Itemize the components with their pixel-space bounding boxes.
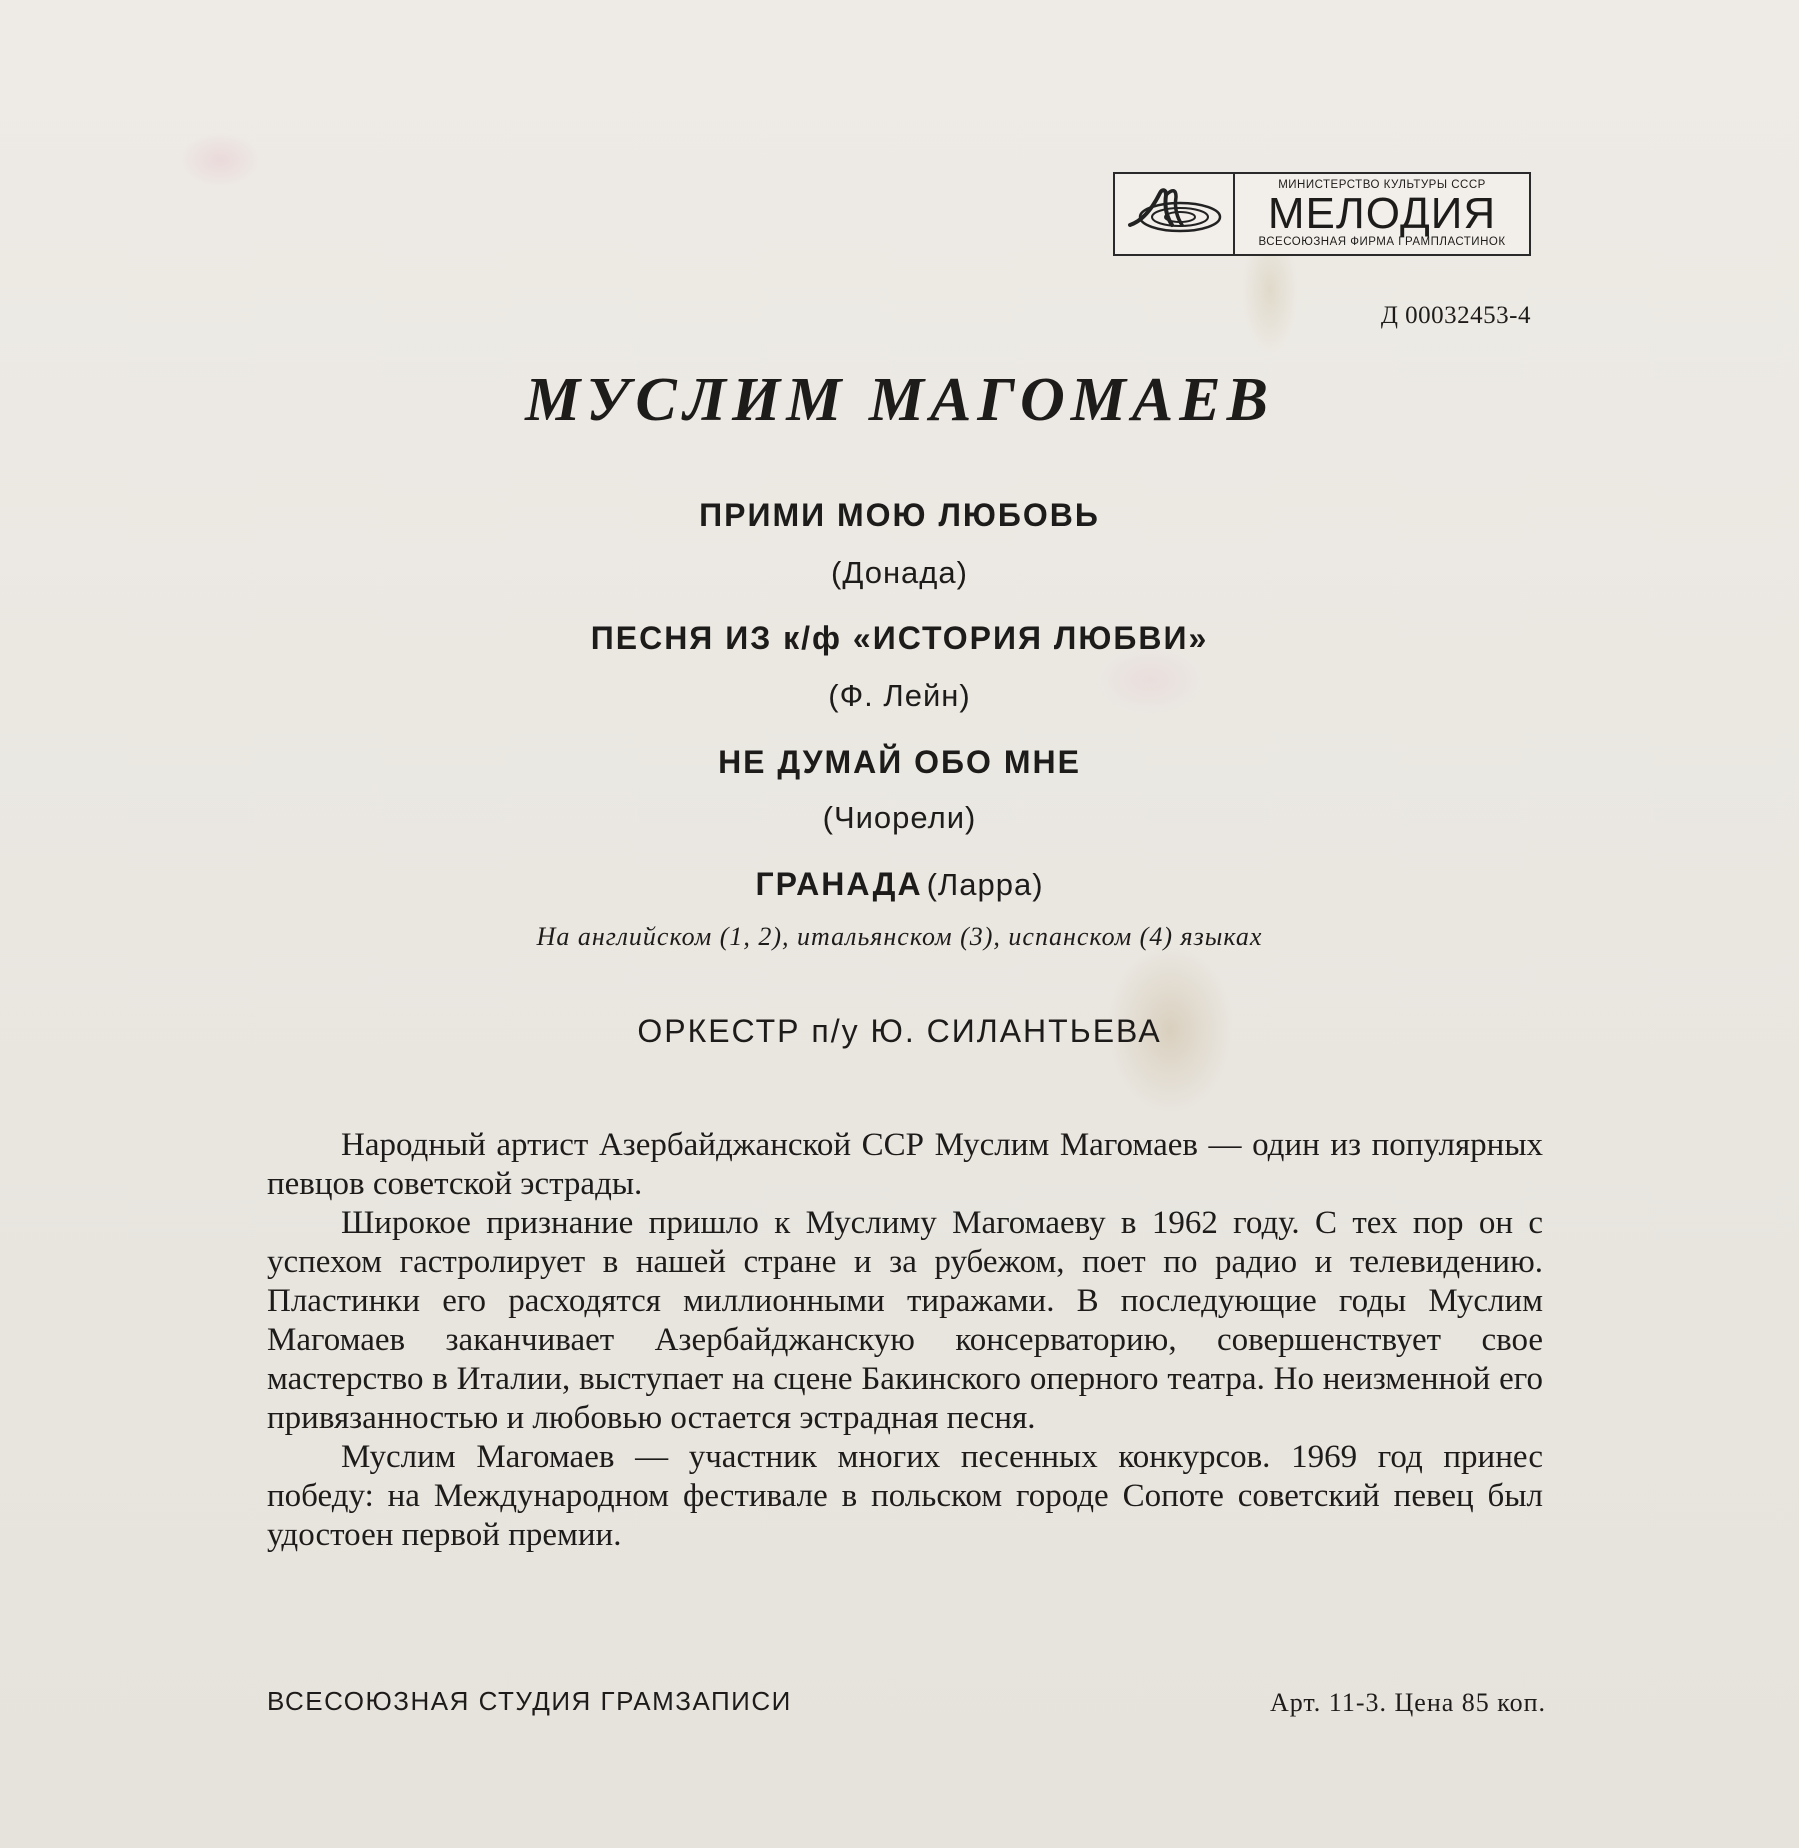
studio-credit: ВСЕСОЮЗНАЯ СТУДИЯ ГРАМЗАПИСИ <box>267 1686 792 1716</box>
melodiya-emblem-icon <box>1115 174 1235 254</box>
languages-note: На английском (1, 2), итальянском (3), испанском (4) языках <box>536 922 1263 951</box>
artist-name: МУСЛИМ МАГОМАЕВ <box>525 366 1274 434</box>
track-composer-4: (Ларра) <box>926 867 1044 902</box>
track-4-line <box>0 866 1799 903</box>
track-title-2: ПЕСНЯ ИЗ к/ф «ИСТОРИЯ ЛЮБВИ» <box>590 620 1209 656</box>
bio-paragraph-3: Муслим Магомаев — участник многих песенных конкурсов. 1969 год принес победу: на Международном фестивале в польском городе Сопоте советский певец был удостоен первой премии. <box>267 1439 1543 1553</box>
melodiya-logo <box>1113 172 1531 256</box>
logo-bottom-line: ВСЕСОЮЗНАЯ ФИРМА ГРАМПЛАСТИНОК <box>1258 236 1506 248</box>
logo-brand: МЕЛОДИЯ <box>1267 189 1497 238</box>
track-title-4: ГРАНАДА <box>755 866 923 902</box>
catalog-number: Д 00032453-4 <box>1380 302 1531 329</box>
biography <box>267 1126 1543 1555</box>
track-title-1: ПРИМИ МОЮ ЛЮБОВЬ <box>699 497 1100 533</box>
bio-paragraph-2: Широкое признание пришло к Муслиму Магомаеву в 1962 году. С тех пор он с успехом гастролирует в нашей стране и за рубежом, поет по радио и телевидению. Пластинки его расходятся миллионными тиражами. В последующие годы Муслим Магомаев заканчивает Азербайджанскую консерваторию, совершенствует свое мастерство в Италии, выступает на сцене Бакинского оперного театра. Но неизменной его привязанностью и любовью остается эстрадная песня. <box>267 1205 1543 1436</box>
track-title-3: НЕ ДУМАЙ ОБО МНЕ <box>718 744 1081 780</box>
bio-paragraph-1: Народный артист Азербайджанской ССР Муслим Магомаев — один из популярных певцов советской эстрады. <box>267 1127 1543 1202</box>
orchestra-credit: ОРКЕСТР п/у Ю. СИЛАНТЬЕВА <box>637 1013 1162 1049</box>
track-composer-3: (Чиорели) <box>822 800 977 835</box>
track-composer-1: (Донада) <box>831 555 968 590</box>
price-info: Арт. 11-3. Цена 85 коп. <box>1269 1688 1546 1717</box>
track-composer-2: (Ф. Лейн) <box>828 678 971 713</box>
logo-top-line: МИНИСТЕРСТВО КУЛЬТУРЫ СССР <box>1278 179 1486 191</box>
